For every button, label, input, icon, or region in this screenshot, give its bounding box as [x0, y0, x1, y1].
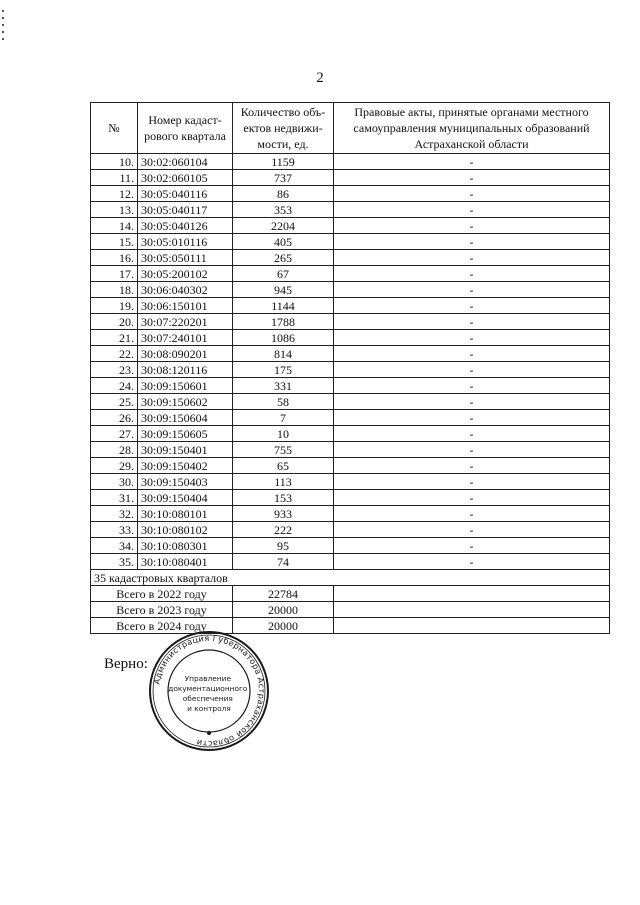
object-count: 95	[233, 538, 334, 554]
legal-act: -	[334, 234, 610, 250]
table-row	[91, 458, 610, 474]
table-row	[91, 410, 610, 426]
cadastral-number: 30:09:150605	[138, 426, 233, 442]
scan-marks	[2, 10, 6, 60]
table-row	[91, 362, 610, 378]
row-number: 12.	[91, 186, 138, 202]
legal-act: -	[334, 186, 610, 202]
header-acts: Правовые акты, принятые органами местного самоуправления муниципальных образований Астраханской области	[334, 103, 610, 154]
table-row	[91, 426, 610, 442]
total-label: Всего в 2022 году	[91, 586, 233, 602]
object-count: 7	[233, 410, 334, 426]
cadastral-number: 30:10:080301	[138, 538, 233, 554]
cadastral-number: 30:07:220201	[138, 314, 233, 330]
official-stamp	[148, 630, 270, 752]
row-number: 32.	[91, 506, 138, 522]
table-row	[91, 506, 610, 522]
row-number: 26.	[91, 410, 138, 426]
legal-act: -	[334, 378, 610, 394]
cadastral-number: 30:09:150403	[138, 474, 233, 490]
cadastral-number: 30:09:150401	[138, 442, 233, 458]
table-row	[91, 474, 610, 490]
table-row	[91, 330, 610, 346]
row-number: 18.	[91, 282, 138, 298]
legal-act: -	[334, 522, 610, 538]
object-count: 86	[233, 186, 334, 202]
object-count: 10	[233, 426, 334, 442]
object-count: 175	[233, 362, 334, 378]
stamp-outer-text: Администрация Губернатора Астраханской области	[151, 632, 268, 750]
table-row	[91, 298, 610, 314]
object-count: 1159	[233, 154, 334, 170]
cadastral-number: 30:10:080101	[138, 506, 233, 522]
cadastral-number: 30:09:150604	[138, 410, 233, 426]
row-number: 21.	[91, 330, 138, 346]
table-row	[91, 378, 610, 394]
table-row	[91, 522, 610, 538]
row-number: 22.	[91, 346, 138, 362]
table-row	[91, 170, 610, 186]
object-count: 222	[233, 522, 334, 538]
table-row	[91, 218, 610, 234]
object-count: 65	[233, 458, 334, 474]
table-row	[91, 282, 610, 298]
legal-act: -	[334, 346, 610, 362]
object-count: 265	[233, 250, 334, 266]
legal-act: -	[334, 538, 610, 554]
total-label: Всего в 2023 году	[91, 602, 233, 618]
object-count: 2204	[233, 218, 334, 234]
cadastral-number: 30:05:050111	[138, 250, 233, 266]
row-number: 35.	[91, 554, 138, 570]
cadastral-number: 30:05:200102	[138, 266, 233, 282]
row-number: 34.	[91, 538, 138, 554]
total-label: Всего в 2024 году	[91, 618, 233, 634]
svg-text:Управление документацион	[168, 674, 250, 713]
stamp-inner-line: Управление	[184, 674, 232, 683]
table-row	[91, 154, 610, 170]
total-row	[91, 602, 610, 618]
total-value: 20000	[233, 602, 334, 618]
legal-act: -	[334, 362, 610, 378]
cadastral-number: 30:10:080401	[138, 554, 233, 570]
object-count: 405	[233, 234, 334, 250]
legal-act: -	[334, 490, 610, 506]
stamp-inner-line: и контроля	[187, 704, 231, 713]
table-header-row	[91, 103, 610, 154]
legal-act: -	[334, 442, 610, 458]
object-count: 1086	[233, 330, 334, 346]
cadastral-number: 30:09:150402	[138, 458, 233, 474]
total-empty	[334, 618, 610, 634]
cadastral-number: 30:09:150404	[138, 490, 233, 506]
legal-act: -	[334, 282, 610, 298]
total-row	[91, 586, 610, 602]
object-count: 331	[233, 378, 334, 394]
total-value: 20000	[233, 618, 334, 634]
object-count: 755	[233, 442, 334, 458]
legal-act: -	[334, 330, 610, 346]
row-number: 31.	[91, 490, 138, 506]
cadastral-number: 30:08:090201	[138, 346, 233, 362]
row-number: 29.	[91, 458, 138, 474]
row-number: 19.	[91, 298, 138, 314]
object-count: 737	[233, 170, 334, 186]
row-number: 16.	[91, 250, 138, 266]
stamp-inner-line: обеспечения	[182, 694, 233, 703]
legal-act: -	[334, 298, 610, 314]
row-number: 27.	[91, 426, 138, 442]
cadastral-number: 30:05:010116	[138, 234, 233, 250]
cadastral-number: 30:06:150101	[138, 298, 233, 314]
legal-act: -	[334, 394, 610, 410]
table-body	[91, 154, 610, 570]
table-row	[91, 490, 610, 506]
row-number: 30.	[91, 474, 138, 490]
header-number: №	[91, 103, 138, 154]
legal-act: -	[334, 250, 610, 266]
row-number: 17.	[91, 266, 138, 282]
legal-act: -	[334, 426, 610, 442]
verification-label: Верно:	[104, 656, 148, 672]
summary-row	[91, 570, 610, 586]
object-count: 945	[233, 282, 334, 298]
legal-act: -	[334, 202, 610, 218]
row-number: 11.	[91, 170, 138, 186]
table-row	[91, 186, 610, 202]
row-number: 33.	[91, 522, 138, 538]
cadastral-number: 30:09:150602	[138, 394, 233, 410]
cadastral-number: 30:06:040302	[138, 282, 233, 298]
object-count: 933	[233, 506, 334, 522]
row-number: 20.	[91, 314, 138, 330]
row-number: 24.	[91, 378, 138, 394]
header-count: Количество объ-ектов недвижи-мости, ед.	[233, 103, 334, 154]
table-row	[91, 394, 610, 410]
stamp-inner-line: документационного	[168, 684, 248, 693]
row-number: 28.	[91, 442, 138, 458]
cadastral-number: 30:08:120116	[138, 362, 233, 378]
cadastral-number: 30:05:040116	[138, 186, 233, 202]
total-empty	[334, 586, 610, 602]
legal-act: -	[334, 218, 610, 234]
table-row	[91, 314, 610, 330]
cadastral-number: 30:02:060104	[138, 154, 233, 170]
total-value: 22784	[233, 586, 334, 602]
row-number: 10.	[91, 154, 138, 170]
cadastral-number: 30:10:080102	[138, 522, 233, 538]
object-count: 1788	[233, 314, 334, 330]
legal-act: -	[334, 458, 610, 474]
cadastral-number: 30:05:040126	[138, 218, 233, 234]
row-number: 14.	[91, 218, 138, 234]
object-count: 58	[233, 394, 334, 410]
object-count: 1144	[233, 298, 334, 314]
legal-act: -	[334, 314, 610, 330]
object-count: 353	[233, 202, 334, 218]
object-count: 67	[233, 266, 334, 282]
cadastral-number: 30:09:150601	[138, 378, 233, 394]
row-number: 13.	[91, 202, 138, 218]
total-empty	[334, 602, 610, 618]
object-count: 74	[233, 554, 334, 570]
cadastral-table	[90, 102, 610, 634]
object-count: 814	[233, 346, 334, 362]
table-row	[91, 234, 610, 250]
page-number: 2	[316, 70, 324, 86]
legal-act: -	[334, 554, 610, 570]
legal-act: -	[334, 266, 610, 282]
table-row	[91, 202, 610, 218]
row-number: 23.	[91, 362, 138, 378]
legal-act: -	[334, 474, 610, 490]
object-count: 153	[233, 490, 334, 506]
table-row	[91, 538, 610, 554]
table-row	[91, 554, 610, 570]
header-cadastral: Номер кадаст- рового квартала	[138, 103, 233, 154]
cadastral-number: 30:05:040117	[138, 202, 233, 218]
legal-act: -	[334, 170, 610, 186]
row-number: 15.	[91, 234, 138, 250]
legal-act: -	[334, 154, 610, 170]
cadastral-number: 30:07:240101	[138, 330, 233, 346]
legal-act: -	[334, 410, 610, 426]
summary-text: 35 кадастровых кварталов	[91, 570, 610, 586]
object-count: 113	[233, 474, 334, 490]
legal-act: -	[334, 506, 610, 522]
table-row	[91, 250, 610, 266]
row-number: 25.	[91, 394, 138, 410]
table-row	[91, 266, 610, 282]
cadastral-number: 30:02:060105	[138, 170, 233, 186]
table-row	[91, 346, 610, 362]
table-row	[91, 442, 610, 458]
